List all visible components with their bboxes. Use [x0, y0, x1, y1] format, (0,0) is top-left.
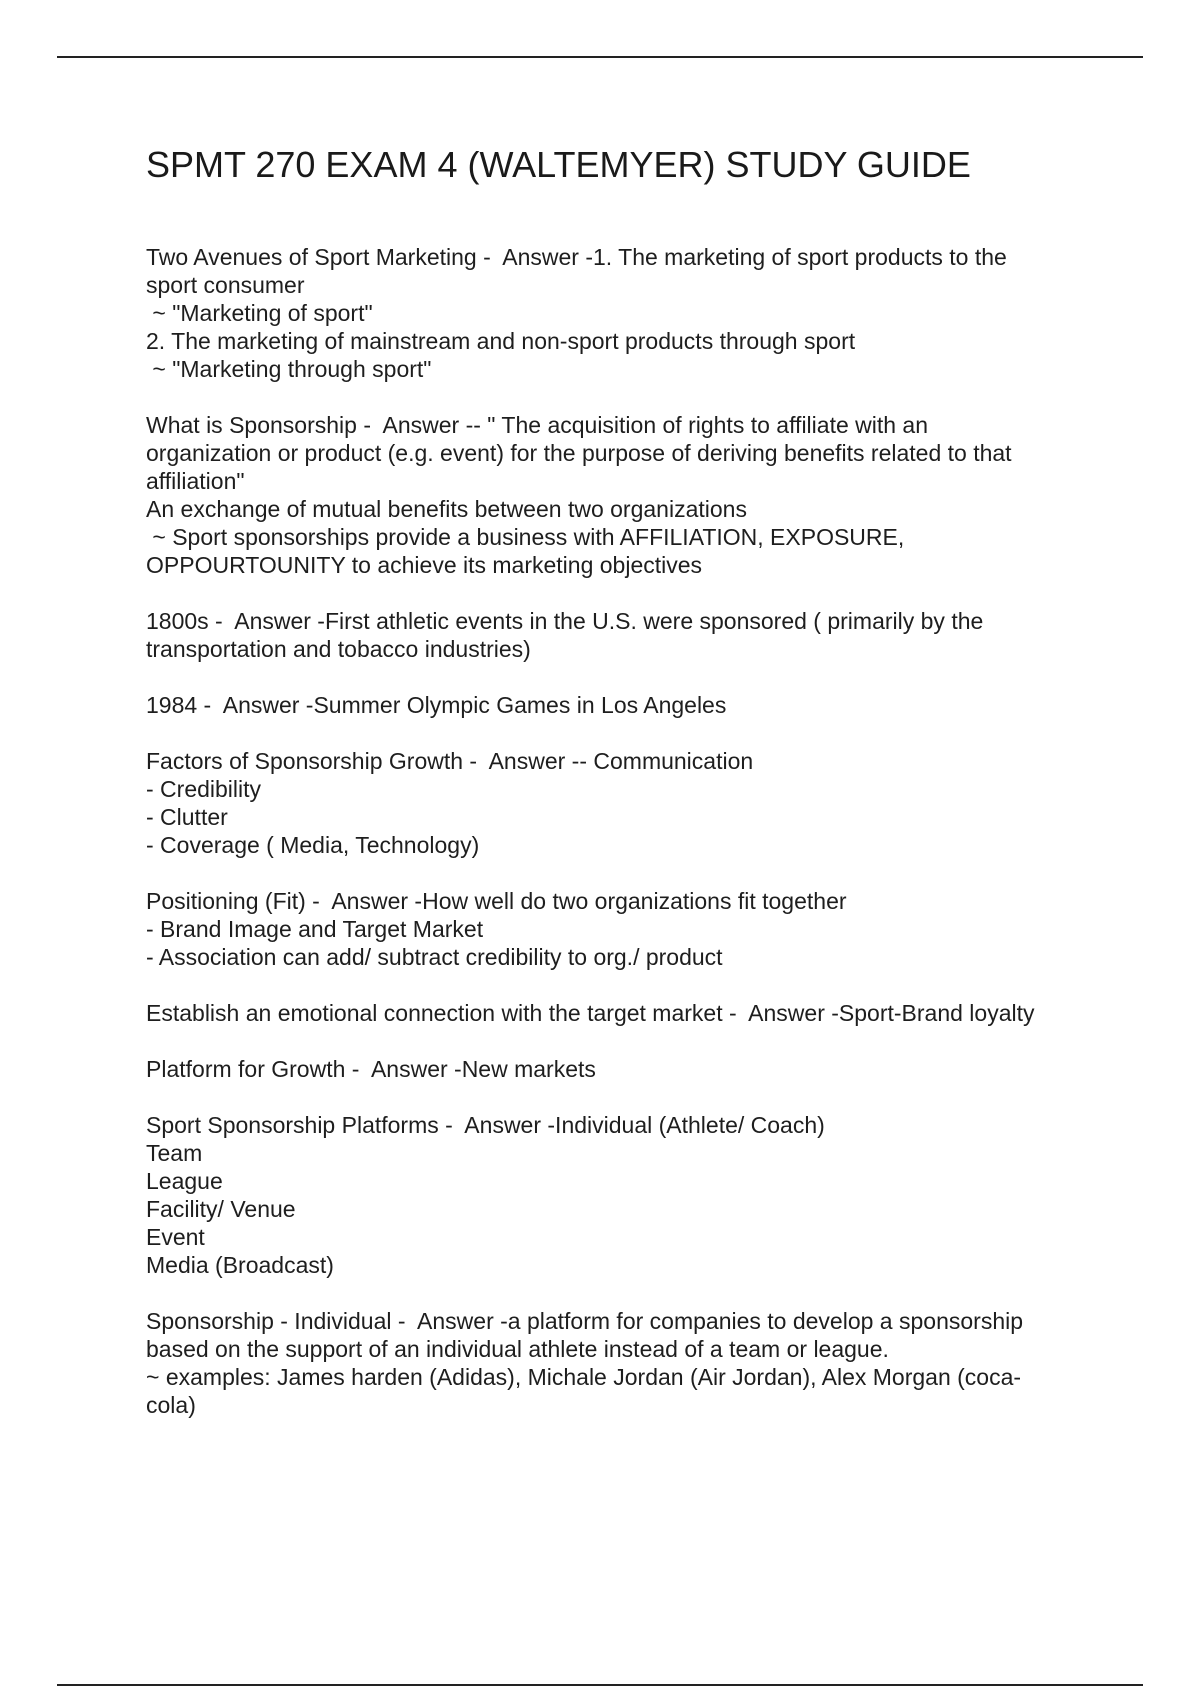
entry-line: - Clutter [146, 804, 228, 830]
entry-line: An exchange of mutual benefits between two organizations [146, 496, 747, 522]
entry-two-avenues [146, 243, 1106, 383]
entry-line: Facility/ Venue [146, 1196, 296, 1222]
page-title: SPMT 270 EXAM 4 (WALTEMYER) STUDY GUIDE [146, 144, 971, 185]
entry-line: What is Sponsorship - Answer -- " The acquisition of rights to affiliate with an [146, 412, 929, 438]
entry-line: cola) [146, 1392, 196, 1418]
bottom-rule [57, 1684, 1143, 1686]
entry-line: 1800s - Answer -First athletic events in the U.S. were sponsored ( primarily by the [146, 608, 984, 634]
entry-line: ~ examples: James harden (Adidas), Michale Jordan (Air Jordan), Alex Morgan (coca- [146, 1364, 1022, 1390]
entry-line: organization or product (e.g. event) for the purpose of deriving benefits related to that [146, 440, 1012, 466]
entry-platform-for-growth [146, 1055, 1106, 1083]
entry-line: - Association can add/ subtract credibility to org./ product [146, 944, 723, 970]
entry-line: ~ Sport sponsorships provide a business with AFFILIATION, EXPOSURE, [146, 524, 905, 550]
entry-line: based on the support of an individual athlete instead of a team or league. [146, 1336, 889, 1362]
entry-positioning-fit [146, 887, 1106, 971]
entry-line: ~ "Marketing of sport" [146, 300, 373, 326]
entry-line: Event [146, 1224, 205, 1250]
entry-line: OPPOURTOUNITY to achieve its marketing objectives [146, 552, 703, 578]
entry-line: League [146, 1168, 223, 1194]
top-rule [57, 56, 1143, 58]
entry-factors-of-growth [146, 747, 1106, 859]
entry-line: 2. The marketing of mainstream and non-sport products through sport [146, 328, 856, 354]
entry-line: Sponsorship - Individual - Answer -a platform for companies to develop a sponsorship [146, 1308, 1024, 1334]
entry-1984 [146, 691, 1106, 719]
entry-line: Factors of Sponsorship Growth - Answer -- Communication [146, 748, 754, 774]
entry-line: Media (Broadcast) [146, 1252, 334, 1278]
entry-line: Sport Sponsorship Platforms - Answer -Individual (Athlete/ Coach) [146, 1112, 825, 1138]
entry-line: ~ "Marketing through sport" [146, 356, 432, 382]
entry-line: - Credibility [146, 776, 262, 802]
entry-line: - Coverage ( Media, Technology) [146, 832, 480, 858]
entry-line: Team [146, 1140, 203, 1166]
entry-line: Establish an emotional connection with the target market - Answer -Sport-Brand loyalty [146, 1000, 1035, 1026]
entry-line: affiliation" [146, 468, 245, 494]
entry-sponsorship-individual [146, 1307, 1106, 1419]
entry-emotional-connection [146, 999, 1106, 1027]
entry-line: Two Avenues of Sport Marketing - Answer -1. The marketing of sport products to the [146, 244, 1007, 270]
entry-what-is-sponsorship [146, 411, 1106, 579]
entry-line: Positioning (Fit) - Answer -How well do two organizations fit together [146, 888, 847, 914]
entry-line: 1984 - Answer -Summer Olympic Games in Los Angeles [146, 692, 727, 718]
entry-line: Platform for Growth - Answer -New markets [146, 1056, 596, 1082]
document-body [146, 243, 1106, 1447]
entry-line: sport consumer [146, 272, 305, 298]
entry-line: transportation and tobacco industries) [146, 636, 531, 662]
entry-line: - Brand Image and Target Market [146, 916, 484, 942]
entry-sponsorship-platforms [146, 1111, 1106, 1279]
entry-1800s [146, 607, 1106, 663]
